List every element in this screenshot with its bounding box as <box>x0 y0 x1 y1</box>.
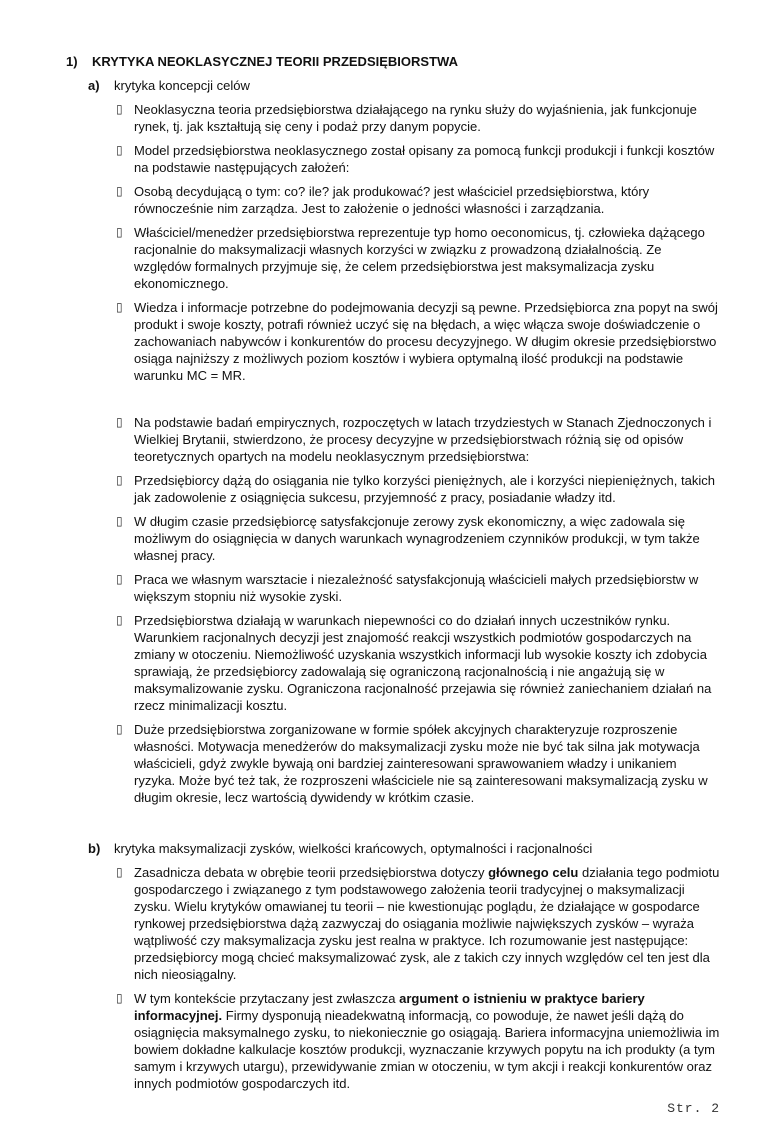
list-item <box>116 864 720 983</box>
item-text <box>134 990 720 1092</box>
bullet-icon: ▯ <box>116 184 123 198</box>
item-text: W długim czasie przedsiębiorcę satysfakcjonuje zerowy zysk ekonomiczny, a więc zadowala się możliwym do osiągnięcia w danych warunkach wynagrodzeniem czynników produkcji, w tym także własnej pracy. <box>134 514 700 563</box>
item-text: Praca we własnym warsztacie i niezależność satysfakcjonują właścicieli małych przedsiębiorstw w większym stopniu niż wysokie zyski. <box>134 572 699 604</box>
text-run: Firmy dysponują nieadekwatną informacją, co powoduje, że nawet jeśli dążą do osiągnięcia maksymalnego zysku, to niekoniecznie go osiągają. Bariera informacyjna uniemożliwia im bowiem dokładne kalkulacje kosztów produkcji, wyznaczanie krzywych popytu na ich produkty (a tym samym i krzywych utargu), przewidywanie zmian w otoczeniu, w tym akcji i reakcji konkurentów oraz innych podmiotów gospodarczych itd. <box>134 1008 720 1091</box>
section-heading <box>66 53 720 70</box>
bullet-icon: ▯ <box>116 572 123 586</box>
bullet-icon: ▯ <box>116 300 123 314</box>
list-item <box>116 472 720 506</box>
item-text: Przedsiębiorstwa działają w warunkach niepewności co do działań innych uczestników rynku. Warunkiem racjonalnych decyzji jest znajomość reakcji wszystkich podmiotów gospodarczych na zmiany w otoczeniu. Niemożliwość uzyskania wszystkich informacji lub wysokie koszty ich zdobycia sprawiają, że przedsiębiorcy zadowalają się ograniczoną racjonalnością i nie angażują się w maksymalizowanie zysku. Ograniczona racjonalność przejawia się również zaniechaniem działań na rzecz minimalizacji kosztu. <box>134 613 712 713</box>
list-item <box>116 414 720 465</box>
bold-text: argument o istnieniu w praktyce bariery informacyjnej. <box>134 991 645 1023</box>
item-text: Przedsiębiorcy dążą do osiągania nie tylko korzyści pieniężnych, ale i korzyści niepieniężnych, takich jak zadowolenie z osiągnięcia sukcesu, przyjemność z pracy, posiadanie władzy itd. <box>134 473 715 505</box>
item-text: Wiedza i informacje potrzebne do podejmowania decyzji są pewne. Przedsiębiorca zna popyt na swój produkt i swoje koszty, potrafi również uczyć się na błędach, a więc włącza swoje doświadczenie o zachowaniach nabywców i konkurentów do procesu decyzyjnego. W długim okresie przedsiębiorstwo osiąga najniższy z możliwych poziom kosztów i wybiera optymalną ilość produkcji na podstawie warunku MC = MR. <box>134 300 718 383</box>
subsection-a-heading <box>88 77 720 94</box>
subsection-a-list <box>66 101 720 806</box>
text-run: W tym kontekście przytaczany jest zwłaszcza <box>134 991 400 1006</box>
list-item <box>116 571 720 605</box>
bullet-icon: ▯ <box>116 415 123 429</box>
item-text: Duże przedsiębiorstwa zorganizowane w formie spółek akcyjnych charakteryzuje rozproszenie własności. Motywacja menedżerów do maksymalizacji zysku może nie być tak silna jak motywacja właścicieli, gdyż zwykle bywają oni bardziej zainteresowani sprawowaniem władzy i unikaniem ryzyka. Może być też tak, że rozproszeni właściciele nie są zainteresowani maksymalizacją zysku w długim okresie, lecz wartością dywidendy w krótkim czasie. <box>134 722 708 805</box>
bullet-icon: ▯ <box>116 143 123 157</box>
subsection-label: a) <box>88 78 100 93</box>
list-item <box>116 142 720 176</box>
list-item <box>116 224 720 292</box>
heading-number: 1) <box>66 54 78 69</box>
item-text <box>134 864 720 983</box>
bullet-icon: ▯ <box>116 991 123 1005</box>
text-run: Zasadnicza debata w obrębie teorii przedsiębiorstwa dotyczy <box>134 865 489 880</box>
subsection-title: krytyka koncepcji celów <box>114 78 250 93</box>
list-item <box>116 183 720 217</box>
list-item <box>116 990 720 1092</box>
list-item <box>116 721 720 806</box>
bullet-icon: ▯ <box>116 865 123 879</box>
bullet-icon: ▯ <box>116 225 123 239</box>
page-number: Str. 2 <box>667 1101 720 1116</box>
bullet-icon: ▯ <box>116 473 123 487</box>
list-item <box>116 612 720 714</box>
subsection-title: krytyka maksymalizacji zysków, wielkości krańcowych, optymalności i racjonalności <box>114 841 593 856</box>
list-item <box>116 299 720 384</box>
item-text: Na podstawie badań empirycznych, rozpoczętych w latach trzydziestych w Stanach Zjednoczonych i Wielkiej Brytanii, stwierdzono, że procesy decyzyjne w przedsiębiorstwach różnią się od opisów teoretycznych opartych na modelu neoklasycznym przedsiębiorstwa: <box>134 415 712 464</box>
item-text: Osobą decydującą o tym: co? ile? jak produkować? jest właściciel przedsiębiorstwa, który równocześnie nim zarządza. Jest to założenie o jedności własności i zarządzania. <box>134 184 650 216</box>
item-text: Neoklasyczna teoria przedsiębiorstwa działającego na rynku służy do wyjaśnienia, jak funkcjonuje rynek, tj. jak kształtują się ceny i podaż przy danym popycie. <box>134 102 697 134</box>
bold-text: głównego celu <box>488 865 579 880</box>
item-text: Właściciel/menedżer przedsiębiorstwa reprezentuje typ homo oeconomicus, tj. człowieka dążącego racjonalnie do maksymalizacji własnych korzyści w związku z prowadzoną działalnością. Ze względów formalnych przyjmuje się, że celem przedsiębiorstwa jest maksymalizacja zysku ekonomicznego. <box>134 225 705 291</box>
bullet-icon: ▯ <box>116 102 123 116</box>
item-text: Model przedsiębiorstwa neoklasycznego został opisany za pomocą funkcji produkcji i funkcji kosztów na podstawie następujących założeń: <box>134 143 715 175</box>
subsection-label: b) <box>88 841 101 856</box>
heading-title: KRYTYKA NEOKLASYCZNEJ TEORII PRZEDSIĘBIORSTWA <box>92 54 458 69</box>
bullet-icon: ▯ <box>116 613 123 627</box>
text-run: działania tego podmiotu gospodarczego i związanego z tym podstawowego założenia teorii tradycyjnej o maksymalizacji zysku. Wielu krytyków omawianej tu teorii – nie kwestionując poglądu, że działające w gospodarce rynkowej przedsiębiorstwa dążą zazwyczaj do osiągania możliwie największych zysków – wyraża wątpliwość czy maksymalizacja zysku jest realna w praktyce. Ich rozumowanie jest następujące: przedsiębiorcy mogą chcieć maksymalizować zysk, ale z takich czy innych względów cel ten jest dla nich nieosiągalny. <box>134 865 720 982</box>
list-item <box>116 513 720 564</box>
bullet-icon: ▯ <box>116 514 123 528</box>
subsection-b-heading <box>88 840 720 857</box>
bullet-icon: ▯ <box>116 722 123 736</box>
list-item <box>116 101 720 135</box>
